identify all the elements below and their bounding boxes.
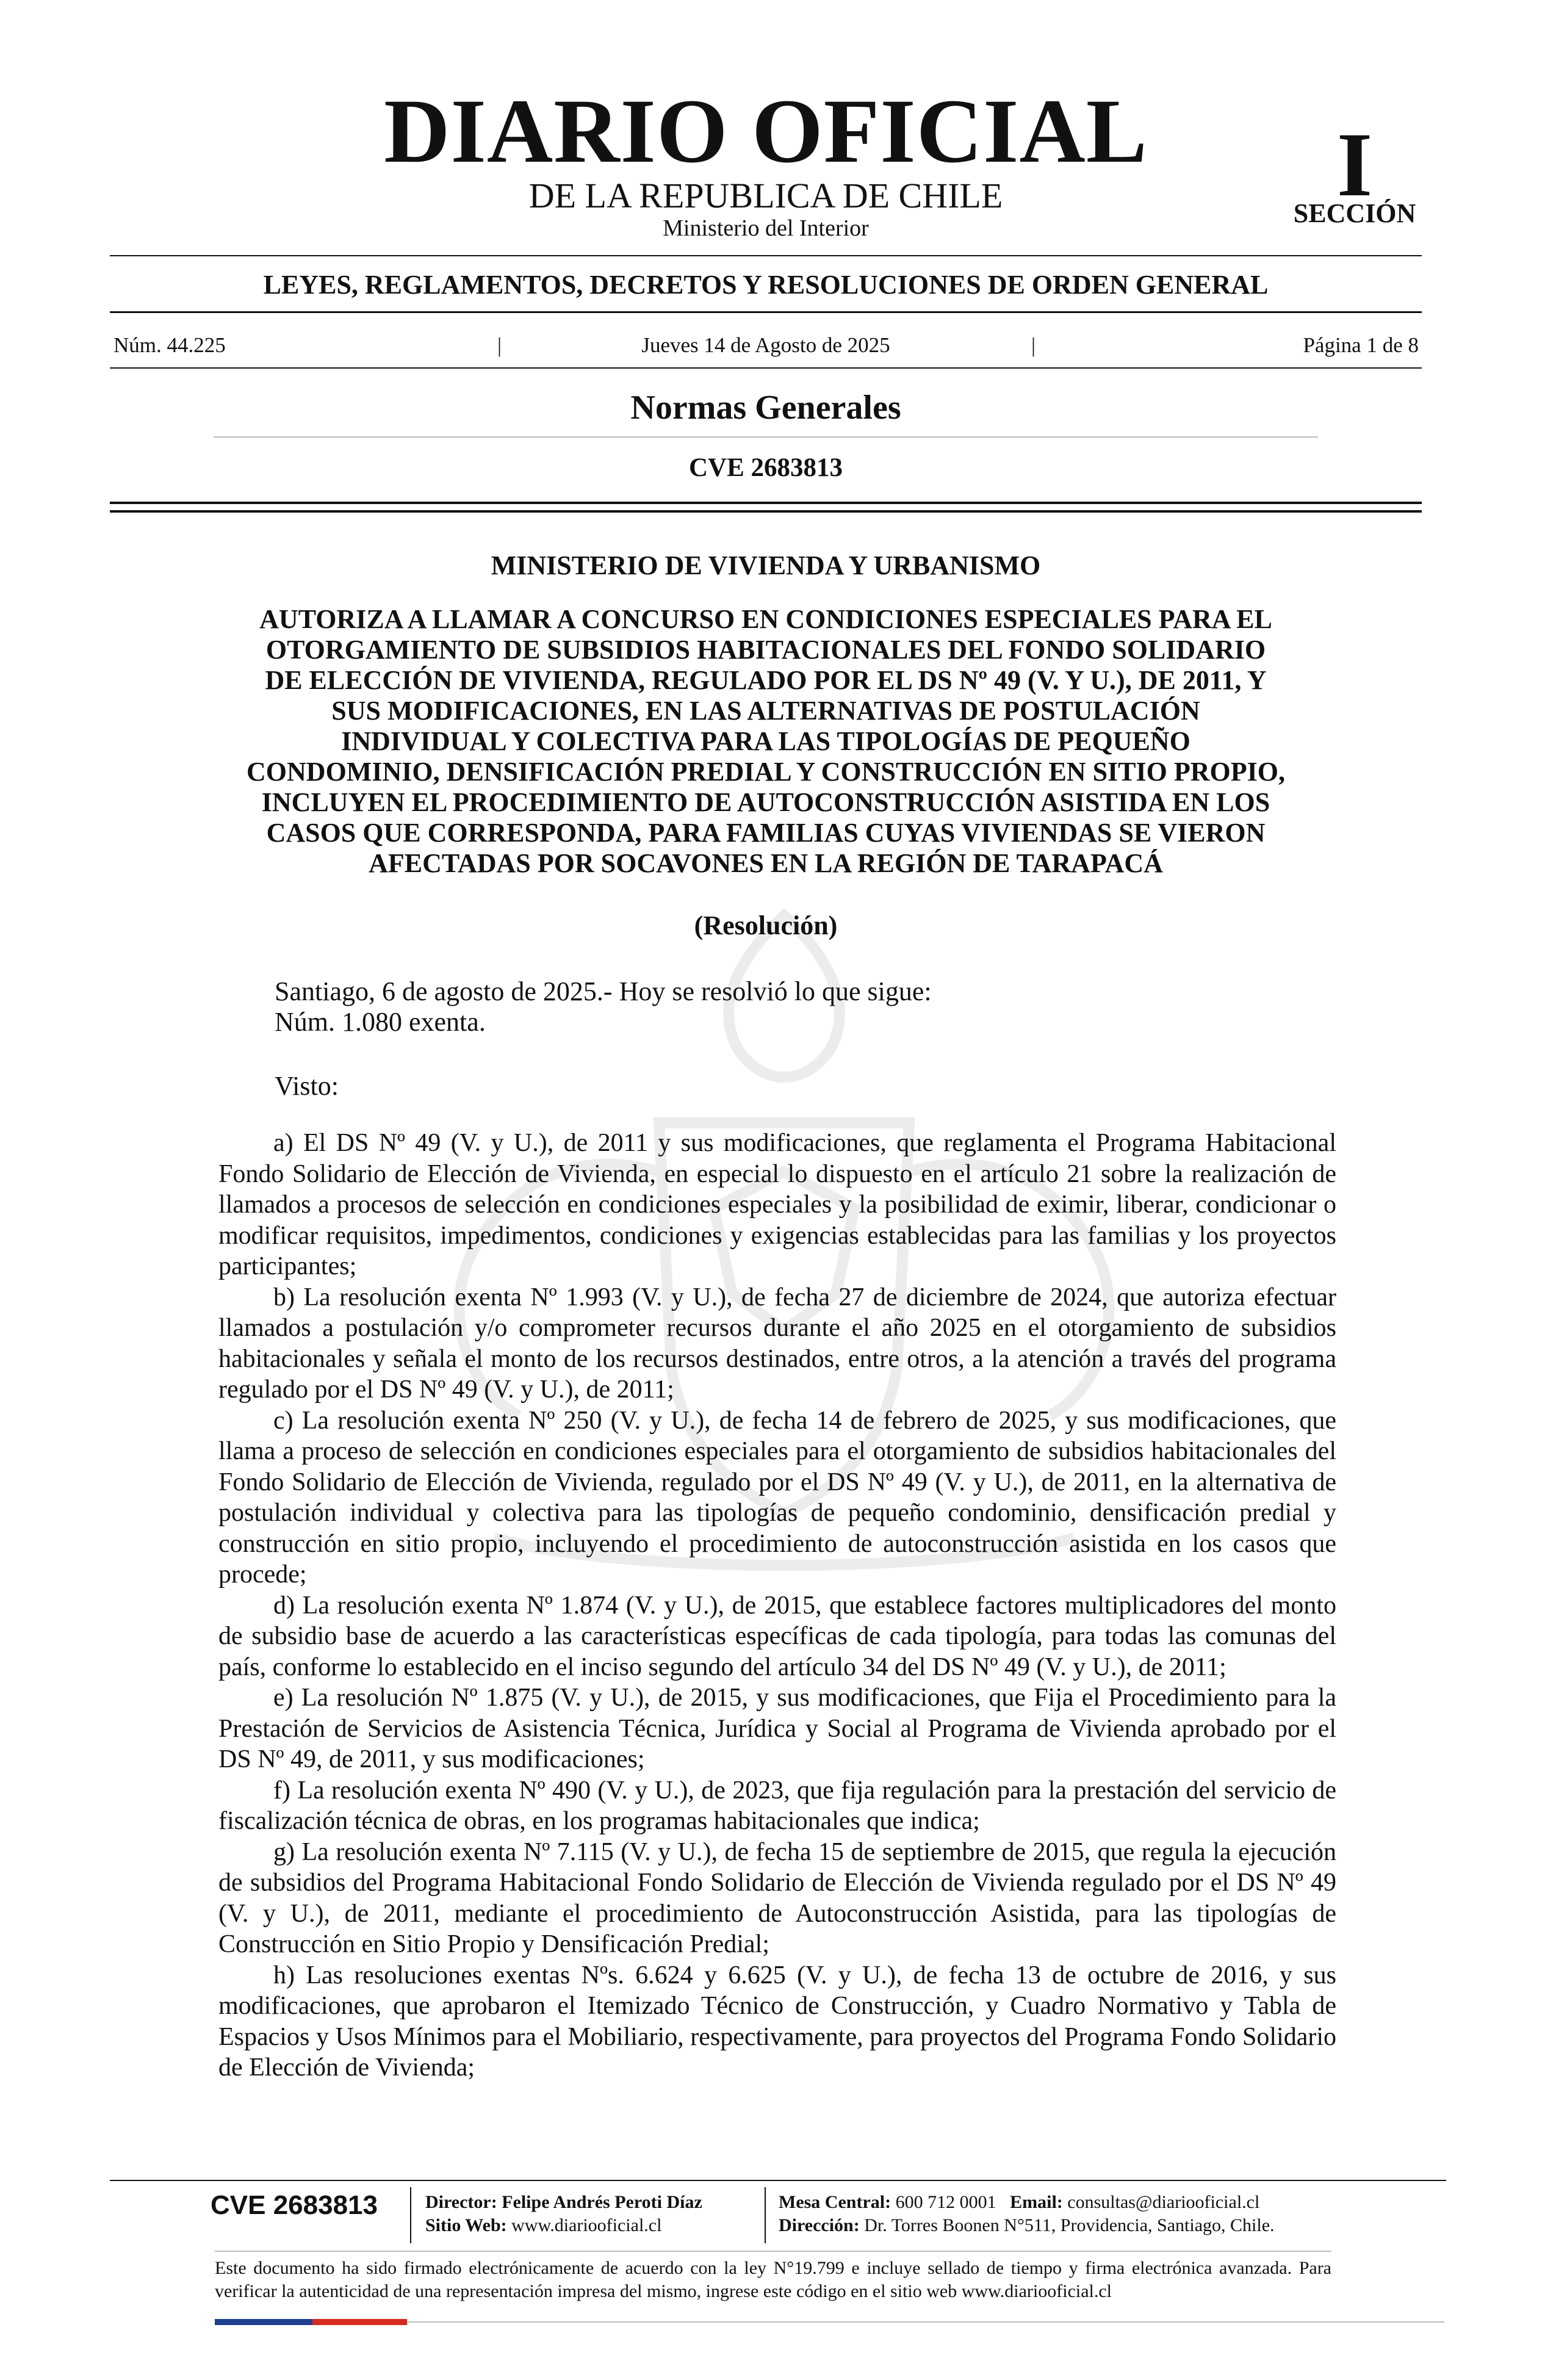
section-number: I xyxy=(1336,114,1373,215)
visto-item: e) La resolución Nº 1.875 (V. y U.), de 2015, y sus modificaciones, que Fija el Procedimiento para la Prestación de Servicios de Asistencia Técnica, Jurídica y Social al Programa de Vivienda aprobado por el DS Nº 49, de 2011, y sus modificaciones; xyxy=(218,1684,1336,1773)
exempt-number: Núm. 1.080 exenta. xyxy=(275,1007,486,1037)
visto-item: f) La resolución exenta Nº 490 (V. y U.), de 2023, que fija regulación para la prestación del servicio de fiscalización técnica de obras, en los programas habitacionales que indica; xyxy=(218,1776,1336,1835)
cve-rule-2 xyxy=(110,510,1422,513)
footer-rule-top xyxy=(110,2180,1446,2181)
visto-label: Visto: xyxy=(275,1071,339,1101)
resolution-title-line: CASOS QUE CORRESPONDA, PARA FAMILIAS CUYAS VIVIENDAS SE VIERON xyxy=(266,818,1266,848)
resolution-title-line: SUS MODIFICACIONES, EN LAS ALTERNATIVAS DE POSTULACIÓN xyxy=(331,696,1200,726)
masthead-title: DIARIO OFICIAL xyxy=(384,81,1148,182)
footer-director-block xyxy=(425,2191,702,2237)
info-rule xyxy=(110,367,1422,369)
footer-divider-2 xyxy=(765,2187,766,2243)
visto-item: d) La resolución exenta Nº 1.874 (V. y U.), de 2015, que establece factores multiplicadores del monto de subsidio base de acuerdo a las características específicas de cada tipología, para todas las comunas del país, conforme lo establecido en el inciso segundo del artículo 34 del DS Nº 49 (V. y U.), de 2011; xyxy=(218,1591,1336,1681)
flag-stripe-blue xyxy=(215,2319,312,2325)
footer-rule-mid xyxy=(215,2251,1331,2252)
resolution-label: (Resolución) xyxy=(694,911,838,940)
phone-number: 600 712 0001 xyxy=(895,2192,996,2212)
footer-rule-bottom xyxy=(407,2321,1444,2323)
resolution-title-line: OTORGAMIENTO DE SUBSIDIOS HABITACIONALES DEL FONDO SOLIDARIO xyxy=(265,635,1266,665)
masthead-ministry: Ministerio del Interior xyxy=(663,215,869,241)
header-line: LEYES, REGLAMENTOS, DECRETOS Y RESOLUCIONES DE ORDEN GENERAL xyxy=(263,270,1269,300)
website-label: Sitio Web: xyxy=(425,2215,507,2235)
resolution-title-line: AFECTADAS POR SOCAVONES EN LA REGIÓN DE TARAPACÁ xyxy=(369,848,1163,878)
email-label: Email: xyxy=(1010,2192,1063,2212)
address-text: Dr. Torres Boonen N°511, Providencia, Santiago, Chile. xyxy=(864,2215,1275,2235)
footer-divider-1 xyxy=(410,2187,411,2243)
resolution-title-line: AUTORIZA A LLAMAR A CONCURSO EN CONDICIONES ESPECIALES PARA EL xyxy=(259,604,1272,634)
email-link[interactable]: consultas@diariooficial.cl xyxy=(1067,2192,1260,2212)
issue-number: Núm. 44.225 xyxy=(113,333,226,357)
issue-date: Jueves 14 de Agosto de 2025 xyxy=(641,333,890,357)
footer-legal-note: Este documento ha sido firmado electrónicamente de acuerdo con la ley N°19.799 e incluye sellado de tiempo y firma electrónica avanzada. Para verificar la autenticidad de una representación impresa del mismo, ingrese este código en el sitio web www.diariooficial.cl xyxy=(215,2258,1331,2301)
cve-code: CVE 2683813 xyxy=(688,453,843,482)
info-separator-1: | xyxy=(497,333,502,357)
page-indicator: Página 1 de 8 xyxy=(1303,333,1419,357)
footer-contact-block xyxy=(779,2191,1275,2237)
resolution-title-line: DE ELECCIÓN DE VIVIENDA, REGULADO POR EL DS Nº 49 (V. Y U.), DE 2011, Y xyxy=(265,665,1267,695)
director-name: Felipe Andrés Peroti Díaz xyxy=(502,2192,702,2212)
section-heading-rule xyxy=(214,436,1318,438)
website-link[interactable]: www.diariooficial.cl xyxy=(511,2215,662,2235)
visto-item: c) La resolución exenta Nº 250 (V. y U.), de fecha 14 de febrero de 2025, y sus modificaciones, que llama a proceso de selección en condiciones especiales para el otorgamiento de subsidios habitacionales del Fondo Solidario de Elección de Vivienda, regulado por el DS Nº 49 (V. y U.), de 2011, en la alternativa de postulación individual y colectiva para las tipologías de pequeño condominio, densificación predial y construcción en sitio propio, incluyendo el procedimiento de autoconstrucción asistida en los casos que procede; xyxy=(218,1406,1336,1588)
cve-rule-1 xyxy=(110,502,1422,504)
director-label: Director: xyxy=(425,2192,497,2212)
section-label: SECCIÓN xyxy=(1293,198,1416,228)
masthead-subtitle: DE LA REPUBLICA DE CHILE xyxy=(528,176,1003,215)
footer-cve-code: CVE 2683813 xyxy=(211,2190,378,2220)
phone-label: Mesa Central: xyxy=(779,2192,891,2212)
resolution-title xyxy=(214,604,1318,879)
header-rule-top xyxy=(110,255,1422,256)
visto-item: g) La resolución exenta Nº 7.115 (V. y U.), de fecha 15 de septiembre de 2015, que regula la ejecución de subsidios del Programa Habitacional Fondo Solidario de Elección de Vivienda regulado por el DS Nº 49 (V. y U.), de 2011, mediante el procedimiento de Autoconstrucción Asistida, para las tipologías de Construcción en Sitio Propio y Densificación Predial; xyxy=(218,1837,1336,1958)
resolution-title-line: INCLUYEN EL PROCEDIMIENTO DE AUTOCONSTRUCCIÓN ASISTIDA EN LOS xyxy=(261,787,1270,817)
visto-list xyxy=(218,1128,1336,2083)
visto-item: h) Las resoluciones exentas Nºs. 6.624 y 6.625 (V. y U.), de fecha 13 de octubre de 2016, y sus modificaciones, que aprobaron el Itemizado Técnico de Construcción, y Cuadro Normativo y Tabla de Espacios y Usos Mínimos para el Mobiliario, respectivamente, para proyectos del Programa Fondo Solidario de Elección de Vivienda; xyxy=(218,1961,1336,2082)
place-date: Santiago, 6 de agosto de 2025.- Hoy se resolvió lo que sigue: xyxy=(275,976,932,1006)
header-rule-bottom xyxy=(110,311,1422,313)
address-label: Dirección: xyxy=(779,2215,860,2235)
ministry-heading: MINISTERIO DE VIVIENDA Y URBANISMO xyxy=(491,550,1041,580)
section-heading: Normas Generales xyxy=(630,389,901,427)
resolution-title-line: INDIVIDUAL Y COLECTIVA PARA LAS TIPOLOGÍAS DE PEQUEÑO xyxy=(341,726,1190,756)
visto-item: b) La resolución exenta Nº 1.993 (V. y U.), de fecha 27 de diciembre de 2024, que autoriza efectuar llamados a postulación y/o comprometer recursos durante el año 2025 en el otorgamiento de subsidios habitacionales y señala el monto de los recursos destinados, entre otros, a la atención a través del programa regulado por el DS Nº 49 (V. y U.), de 2011; xyxy=(218,1283,1336,1404)
info-separator-2: | xyxy=(1031,333,1036,357)
resolution-title-line: CONDOMINIO, DENSIFICACIÓN PREDIAL Y CONSTRUCCIÓN EN SITIO PROPIO, xyxy=(247,757,1285,787)
visto-item: a) El DS Nº 49 (V. y U.), de 2011 y sus modificaciones, que reglamenta el Programa Habitacional Fondo Solidario de Elección de Vivienda, en especial lo dispuesto en el artículo 21 sobre la realización de llamados a procesos de selección en condiciones especiales y la posibilidad de eximir, liberar, condicionar o modificar requisitos, impedimentos, condiciones y exigencias establecidas para las familias y los proyectos participantes; xyxy=(218,1129,1336,1280)
flag-stripe-red xyxy=(312,2319,407,2325)
